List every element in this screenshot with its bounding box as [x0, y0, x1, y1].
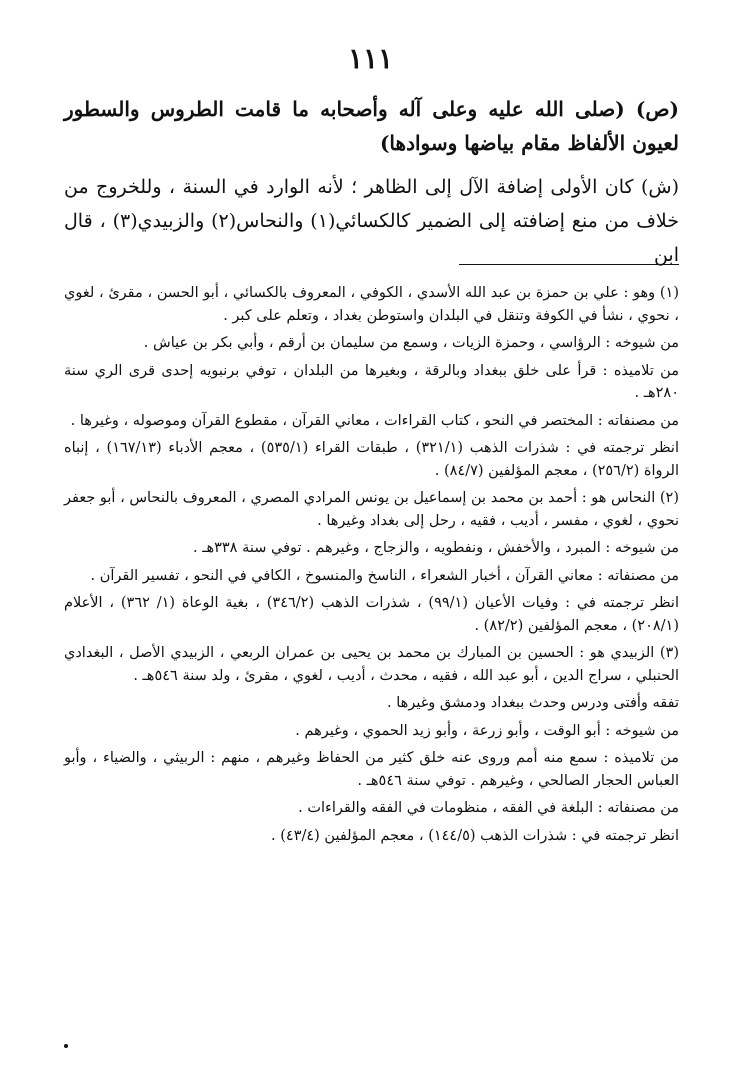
footnote-3 [64, 642, 679, 847]
footnote-paragraph: من شيوخه : الرؤاسي ، وحمزة الزيات ، وسمع من سليمان بن أرقم ، وأبي بكر بن عياش . [143, 335, 679, 351]
footnote-paragraph: تفقه وأفتى ودرس وحدث ببغداد ودمشق وغيرها . [387, 695, 679, 711]
footnote-paragraph: (٣) الزبيدي هو : الحسين بن المبارك بن محمد بن يحيى بن عمران الربعي ، الزبيدي الأصل ، البغدادي الحنبلي ، سراج الدين ، أبو عبد الله ، فقيه ، محدث ، أديب ، لغوي ، مقرئ ، ولد سنة ٥٤٦هـ . [64, 645, 679, 684]
matn-heading: (ص) (صلى الله عليه وعلى آله وأصحابه ما قامت الطروس والسطور لعيون الألفاظ مقام بياضها وسوادها) [64, 97, 679, 155]
footnote-paragraph: من مصنفاته : المختصر في النحو ، كتاب القراءات ، معاني القرآن ، مقطوع القرآن وموصوله ، وغيرها . [70, 412, 679, 429]
page-number: ١١١ [347, 42, 394, 75]
footnote-1 [64, 282, 679, 482]
footnote-paragraph: من مصنفاته : معاني القرآن ، أخبار الشعراء ، الناسخ والمنسوخ ، الكافي في النحو ، تفسير القرآن . [90, 567, 679, 584]
footnote-paragraph: من تلاميذه : قرأ على خلق ببغداد وبالرقة ، وبغيرها من البلدان ، توفي برنبويه إحدى قرى الري سنة ٢٨٠هـ . [64, 362, 679, 401]
scan-speck [64, 1044, 68, 1048]
footnote-paragraph: انظر ترجمته في : وفيات الأعيان (٩٩/١) ، شذرات الذهب (٣٤٦/٢) ، بغية الوعاة (١/ ٣٦٢) ، الأعلام (٢٠٨/١) ، معجم المؤلفين (٨٢/٢) . [64, 595, 679, 634]
footnote-paragraph: انظر ترجمته في : شذرات الذهب (١٤٤/٥) ، معجم المؤلفين (٤٣/٤) . [271, 827, 679, 844]
footnote-2 [64, 487, 679, 637]
footnote-paragraph: (٢) النحاس هو : أحمد بن محمد بن إسماعيل بن يونس المرادي المصري ، المعروف بالنحاس ، أبو جعفر نحوي ، لغوي ، مفسر ، أديب ، فقيه ، رحل إلى بغداد وغيرها . [64, 490, 679, 529]
footnote-paragraph: من تلاميذه : سمع منه أمم وروى عنه خلق كثير من الحفاظ وغيرهم ، منهم : الربيثي ، والضياء ، وأبو العباس الحجار الصالحي ، وغيرهم . توفي سنة ٥٤٦هـ . [64, 750, 679, 789]
footnote-paragraph: من شيوخه : أبو الوقت ، وأبو زرعة ، وأبو زيد الحموي ، وغيرهم . [295, 722, 679, 739]
footnote-paragraph: انظر ترجمته في : شذرات الذهب (٣٢١/١) ، طبقات القراء (٥٣٥/١) ، معجم الأدباء (١٦٧/١٣) ، إنباه الرواة (٢٥٦/٢) ، معجم المؤلفين (٨٤/٧) . [64, 440, 679, 479]
sharh-body-text: (ش) كان الأولى إضافة الآل إلى الظاهر ؛ لأنه الوارد في السنة ، وللخروج من خلاف من منع إضافته إلى الضمير كالكسائي(١) والنحاس(٢) والزبيدي(٣) ، قال ابن [64, 176, 679, 266]
footnote-paragraph: (١) وهو : علي بن حمزة بن عبد الله الأسدي ، الكوفي ، المعروف بالكسائي ، أبو الحسن ، مقرئ ، لغوي ، نحوي ، نشأ في الكوفة وتنقل في البلدان واستوطن بغداد ، وتعلم على كبر . [64, 285, 679, 324]
footnotes [64, 282, 679, 852]
footnote-paragraph: من شيوخه : المبرد ، والأخفش ، ونفطويه ، والزجاج ، وغيرهم . توفي سنة ٣٣٨هـ . [192, 540, 679, 556]
footnote-divider [459, 264, 679, 265]
footnote-paragraph: من مصنفاته : البلغة في الفقه ، منظومات في الفقه والقراءات . [298, 800, 679, 816]
